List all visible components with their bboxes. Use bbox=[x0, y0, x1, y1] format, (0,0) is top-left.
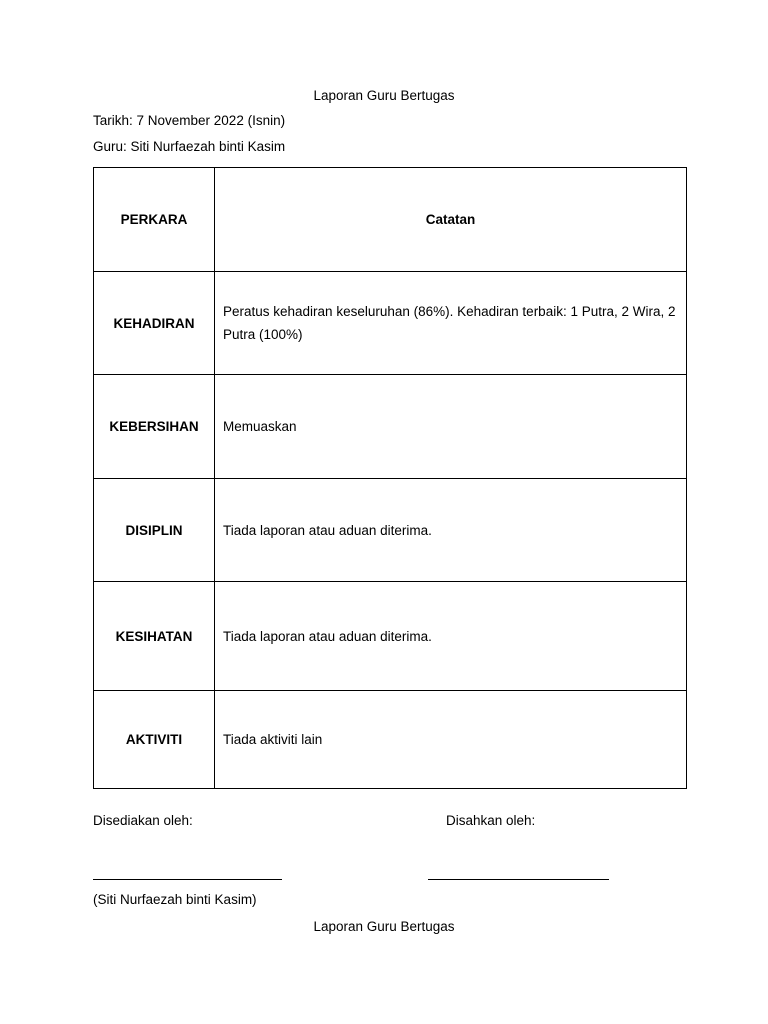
row-item: KESIHATAN bbox=[94, 582, 215, 691]
prepared-by-name: (Siti Nurfaezah binti Kasim) bbox=[93, 892, 257, 907]
row-item: KEBERSIHAN bbox=[94, 375, 215, 479]
date-line: Tarikh: 7 November 2022 (Isnin) bbox=[93, 113, 286, 128]
row-note: Tiada laporan atau aduan diterima. bbox=[215, 582, 687, 691]
prepared-signature-line bbox=[93, 879, 282, 880]
header-catatan: Catatan bbox=[215, 168, 687, 272]
table-header-row bbox=[94, 168, 687, 272]
table-row bbox=[94, 582, 687, 691]
row-note: Tiada laporan atau aduan diterima. bbox=[215, 479, 687, 582]
approved-signature-line bbox=[428, 879, 609, 880]
table-row bbox=[94, 479, 687, 582]
row-item: KEHADIRAN bbox=[94, 272, 215, 375]
row-item: DISIPLIN bbox=[94, 479, 215, 582]
row-note: Tiada aktiviti lain bbox=[215, 691, 687, 789]
approved-by-label: Disahkan oleh: bbox=[446, 813, 536, 828]
row-item: AKTIVITI bbox=[94, 691, 215, 789]
document-title: Laporan Guru Bertugas bbox=[313, 88, 455, 103]
teacher-line: Guru: Siti Nurfaezah binti Kasim bbox=[93, 139, 286, 154]
table-row bbox=[94, 691, 687, 789]
prepared-by-label: Disediakan oleh: bbox=[93, 813, 193, 828]
row-note: Memuaskan bbox=[215, 375, 687, 479]
report-table bbox=[93, 167, 687, 789]
table-row bbox=[94, 272, 687, 375]
footer-title: Laporan Guru Bertugas bbox=[313, 919, 455, 934]
header-perkara: PERKARA bbox=[94, 168, 215, 272]
row-note: Peratus kehadiran keseluruhan (86%). Kehadiran terbaik: 1 Putra, 2 Wira, 2 Putra (100%) bbox=[215, 272, 687, 375]
table-row bbox=[94, 375, 687, 479]
